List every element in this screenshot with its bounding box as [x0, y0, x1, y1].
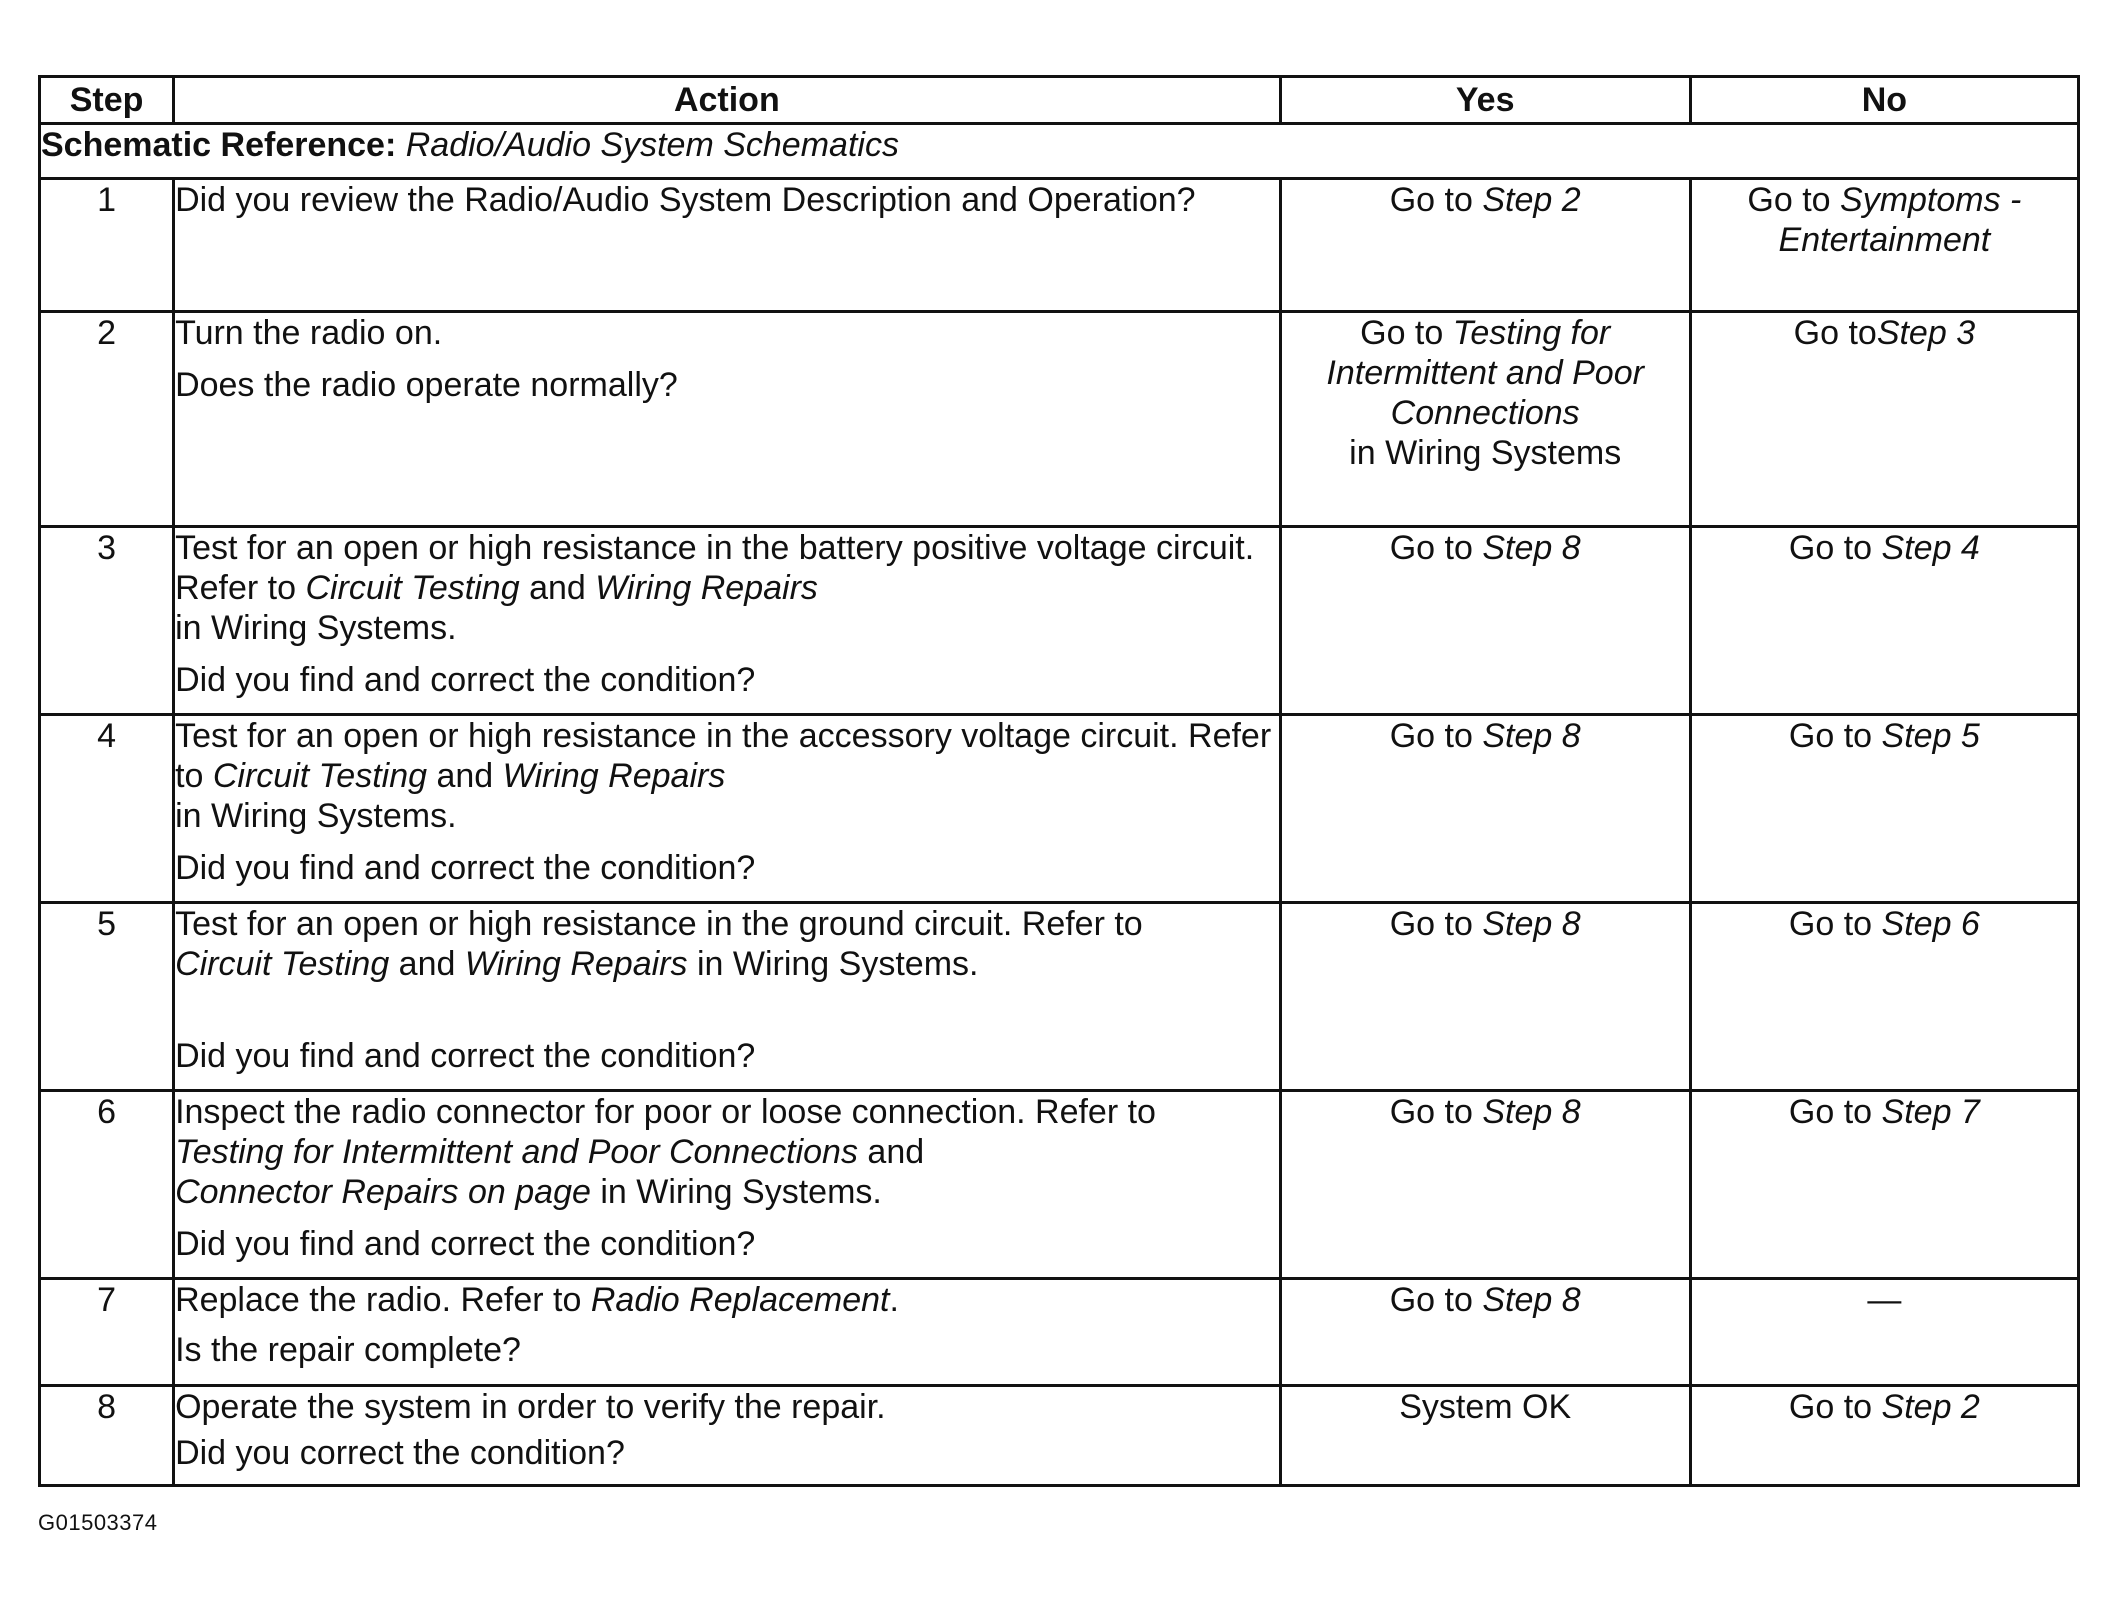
no-cell	[1690, 527, 2078, 715]
diagnostic-table	[38, 75, 2080, 1487]
action-link[interactable]: Circuit Testing	[305, 569, 520, 607]
yes-prefix: Go to	[1389, 529, 1483, 567]
action-question: Did you find and correct the condition?	[175, 1037, 756, 1075]
action-question: Did you find and correct the condition?	[175, 661, 756, 699]
yes-link[interactable]: Step 8	[1482, 905, 1581, 943]
action-cell	[174, 1091, 1281, 1279]
no-link[interactable]: Step 4	[1881, 529, 1980, 567]
action-cell	[174, 903, 1281, 1091]
yes-prefix: Go to	[1389, 181, 1483, 219]
no-prefix: Go to	[1788, 905, 1882, 943]
yes-cell	[1280, 715, 1690, 903]
action-cell	[174, 179, 1281, 312]
table-row	[40, 527, 2079, 715]
table-row	[40, 1091, 2079, 1279]
no-link[interactable]: Symptoms - Entertainment	[1778, 181, 2022, 259]
action-link[interactable]: Wiring Repairs	[464, 945, 688, 983]
action-link[interactable]: Radio Replacement	[590, 1281, 890, 1319]
action-text: Turn the radio on.	[175, 314, 443, 352]
action-cell	[174, 527, 1281, 715]
yes-suffix: in Wiring Systems	[1349, 434, 1622, 472]
yes-prefix: Go to	[1389, 717, 1483, 755]
step-number: 1	[40, 179, 174, 312]
action-text: Operate the system in order to verify the repair.	[175, 1388, 886, 1426]
yes-text: System OK	[1399, 1388, 1572, 1426]
yes-link[interactable]: Step 8	[1482, 529, 1581, 567]
action-question: Does the radio operate normally?	[175, 366, 678, 404]
no-cell	[1690, 1279, 2078, 1386]
action-cell	[174, 1386, 1281, 1486]
no-prefix: Go to	[1747, 181, 1841, 219]
yes-link[interactable]: Step 2	[1482, 181, 1581, 219]
yes-link[interactable]: Step 8	[1482, 1281, 1581, 1319]
no-prefix: Go to	[1793, 314, 1877, 352]
action-text: Inspect the radio connector for poor or loose connection. Refer to Testing for Intermittent and Poor Connections and Connector Repairs on page in Wiring Systems.	[175, 1093, 1156, 1211]
schematic-reference-row	[40, 124, 2079, 179]
step-number: 7	[40, 1279, 174, 1386]
yes-cell	[1280, 903, 1690, 1091]
yes-link[interactable]: Step 8	[1482, 1093, 1581, 1131]
table-row	[40, 1386, 2079, 1486]
action-question: Did you correct the condition?	[175, 1434, 625, 1472]
action-link[interactable]: Connector Repairs on page	[175, 1173, 591, 1211]
action-question: Did you find and correct the condition?	[175, 849, 756, 887]
no-link[interactable]: Step 3	[1876, 314, 1976, 352]
action-text: Test for an open or high resistance in the ground circuit. Refer to Circuit Testing and Wiring Repairs in Wiring Systems.	[175, 905, 1143, 983]
action-cell	[174, 312, 1281, 527]
no-prefix: Go to	[1788, 529, 1882, 567]
no-cell	[1690, 715, 2078, 903]
no-prefix: Go to	[1788, 1388, 1882, 1426]
yes-cell	[1280, 1386, 1690, 1486]
action-link[interactable]: Circuit Testing	[175, 945, 390, 983]
step-number: 3	[40, 527, 174, 715]
yes-cell	[1280, 527, 1690, 715]
table-row	[40, 1279, 2079, 1386]
header-no: No	[1690, 77, 2078, 124]
no-link[interactable]: Step 7	[1881, 1093, 1980, 1131]
action-link[interactable]: Wiring Repairs	[502, 757, 726, 795]
schematic-reference-link[interactable]: Radio/Audio System Schematics	[405, 126, 899, 164]
action-text: Replace the radio. Refer to Radio Replacement.	[175, 1281, 899, 1319]
action-link[interactable]: Wiring Repairs	[595, 569, 818, 607]
yes-prefix: Go to	[1360, 314, 1453, 352]
no-prefix: Go to	[1788, 1093, 1882, 1131]
yes-link[interactable]: Step 8	[1482, 717, 1581, 755]
table-row	[40, 903, 2079, 1091]
step-number: 2	[40, 312, 174, 527]
action-cell	[174, 715, 1281, 903]
no-cell	[1690, 1091, 2078, 1279]
no-cell	[1690, 1386, 2078, 1486]
header-row	[40, 77, 2079, 124]
yes-cell	[1280, 312, 1690, 527]
step-number: 6	[40, 1091, 174, 1279]
header-yes: Yes	[1280, 77, 1690, 124]
no-link[interactable]: Step 2	[1881, 1388, 1980, 1426]
action-link[interactable]: Circuit Testing	[212, 757, 428, 795]
action-text: Test for an open or high resistance in the battery positive voltage circuit. Refer to Circuit Testing and Wiring Repairs in Wiring Systems.	[175, 529, 1255, 647]
header-action: Action	[174, 77, 1281, 124]
schematic-reference-label: Schematic Reference:	[41, 126, 397, 164]
step-number: 4	[40, 715, 174, 903]
header-step: Step	[40, 77, 174, 124]
action-question: Is the repair complete?	[175, 1331, 521, 1369]
table-row	[40, 715, 2079, 903]
no-dash: —	[1867, 1281, 1902, 1319]
table-row	[40, 179, 2079, 312]
yes-cell	[1280, 179, 1690, 312]
yes-prefix: Go to	[1389, 1093, 1483, 1131]
step-number: 8	[40, 1386, 174, 1486]
step-number: 5	[40, 903, 174, 1091]
yes-prefix: Go to	[1389, 1281, 1483, 1319]
figure-code: G01503374	[38, 1510, 158, 1535]
table-row	[40, 312, 2079, 527]
no-link[interactable]: Step 6	[1881, 905, 1980, 943]
action-text: Test for an open or high resistance in the accessory voltage circuit. Refer to Circuit Testing and Wiring Repairs in Wiring Systems.	[175, 717, 1272, 835]
action-cell	[174, 1279, 1281, 1386]
no-cell	[1690, 179, 2078, 312]
yes-cell	[1280, 1091, 1690, 1279]
no-cell	[1690, 312, 2078, 527]
schematic-reference	[40, 124, 2079, 179]
no-prefix: Go to	[1788, 717, 1882, 755]
action-text: Did you review the Radio/Audio System Description and Operation?	[175, 181, 1196, 219]
yes-prefix: Go to	[1389, 905, 1483, 943]
yes-link[interactable]: Testing for Intermittent and Poor Connections	[1326, 314, 1644, 432]
action-link[interactable]: Testing for Intermittent and Poor Connections	[175, 1133, 858, 1171]
action-question: Did you find and correct the condition?	[175, 1225, 756, 1263]
no-cell	[1690, 903, 2078, 1091]
yes-cell	[1280, 1279, 1690, 1386]
no-link[interactable]: Step 5	[1881, 717, 1980, 755]
